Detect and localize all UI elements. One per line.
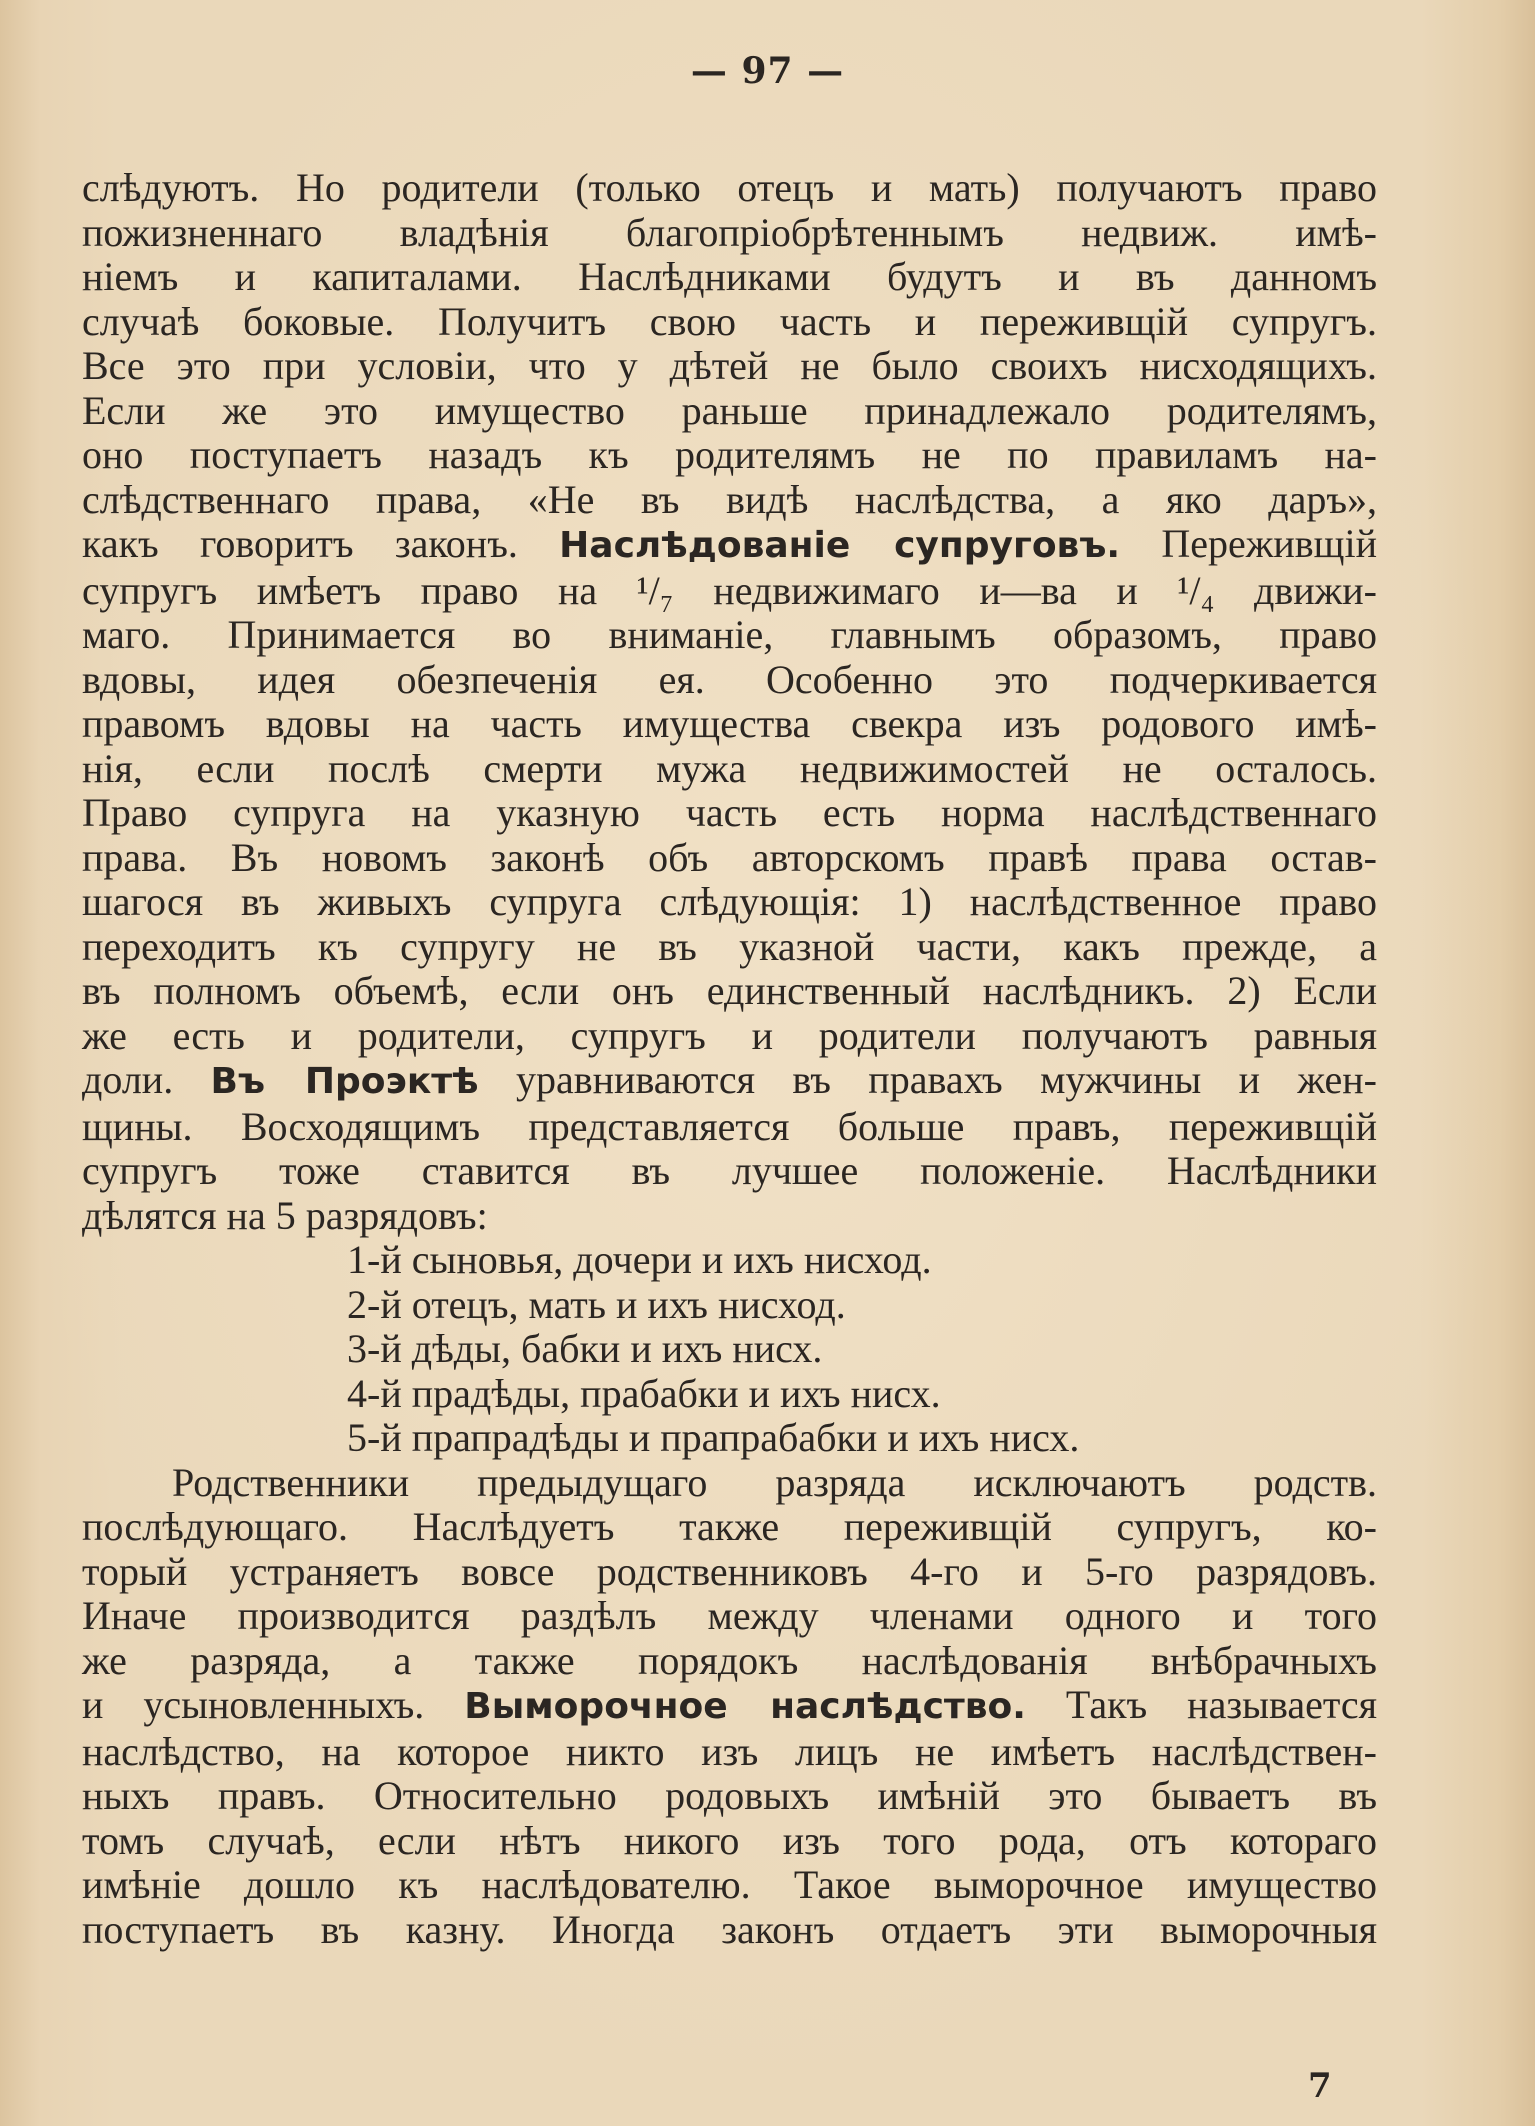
text-segment: 4-й прадѣды, прабабки и ихъ нисх. <box>347 1370 941 1416</box>
bold-heading: Выморочное наслѣдство. <box>464 1686 1026 1727</box>
text-line <box>82 1550 1377 1595</box>
text-segment: и усыновленныхъ. <box>82 1682 465 1727</box>
text-line <box>82 478 1377 523</box>
text-line <box>82 1908 1377 1953</box>
text-line <box>82 836 1377 881</box>
text-line <box>82 1505 1377 1550</box>
text-line <box>82 344 1377 389</box>
text-segment: же есть и родители, супругъ и родители получаютъ равныя <box>82 1012 1377 1058</box>
text-line <box>82 1639 1377 1684</box>
text-line <box>82 1149 1377 1194</box>
text-segment: 5-й прапрадѣды и прапрабабки и ихъ нисх. <box>347 1415 1080 1460</box>
text-segment: супругъ тоже ставится въ лучшее положеніе. Наслѣдники <box>82 1148 1377 1193</box>
text-line <box>82 211 1377 256</box>
text-line <box>82 1461 1377 1506</box>
text-line <box>82 300 1377 345</box>
list-item <box>82 1416 1377 1461</box>
text-segment: правомъ вдовы на часть имущества свекра изъ родового имѣ- <box>82 701 1377 746</box>
text-line <box>82 658 1377 703</box>
text-line <box>82 613 1377 658</box>
text-line <box>82 166 1377 211</box>
text-segment: права. Въ новомъ законѣ объ авторскомъ правѣ права остав- <box>82 834 1377 880</box>
text-segment: уравниваются въ правахъ мужчины и жен- <box>478 1057 1377 1102</box>
text-segment: нія, если послѣ смерти мужа недвижимостей не осталось. <box>82 745 1377 791</box>
text-line <box>82 925 1377 970</box>
text-segment: торый устраняетъ вовсе родственниковъ 4-го и 5-го разрядовъ. <box>82 1548 1377 1594</box>
text-segment: Такъ называется <box>1025 1682 1377 1727</box>
text-segment: 3-й дѣды, бабки и ихъ нисх. <box>347 1326 823 1371</box>
text-segment: оно поступаетъ назадъ къ родителямъ не по правиламъ на- <box>82 432 1377 477</box>
text-line <box>82 1194 1377 1239</box>
text-segment: же разряда, а также порядокъ наслѣдованія внѣбрачныхъ <box>82 1637 1377 1683</box>
text-line <box>82 433 1377 478</box>
signature-mark: 7 <box>1308 2066 1332 2106</box>
text-line <box>82 1819 1377 1864</box>
body-text <box>82 166 1377 1952</box>
text-segment: какъ говоритъ законъ. <box>82 521 560 566</box>
text-line <box>82 1058 1377 1105</box>
text-line <box>82 389 1377 434</box>
text-segment: щины. Восходящимъ представляется больше правъ, переживщій <box>82 1103 1377 1149</box>
list-item <box>82 1238 1377 1283</box>
text-segment: слѣдственнаго права, «Не въ видѣ наслѣдства, а яко даръ», <box>82 476 1377 522</box>
text-segment: случаѣ боковые. Получитъ свою часть и переживщій супругъ. <box>82 298 1377 344</box>
text-segment: слѣдуютъ. Но родители (только отецъ и мать) получаютъ право <box>82 165 1377 210</box>
text-line <box>82 1774 1377 1819</box>
text-line <box>82 1014 1377 1059</box>
text-line <box>82 1683 1377 1730</box>
text-segment: дѣлятся на 5 разрядовъ: <box>82 1192 488 1238</box>
text-segment: шагося въ живыхъ супруга слѣдующія: 1) наслѣдственное право <box>82 879 1377 924</box>
text-line <box>82 1730 1377 1775</box>
list-item <box>82 1372 1377 1417</box>
text-line <box>82 791 1377 836</box>
text-segment: 1-й сыновья, дочери и ихъ нисход. <box>347 1237 932 1282</box>
text-line <box>82 1594 1377 1639</box>
text-segment: супругъ имѣетъ право на ¹/₇ недвижимаго и—ва и ¹/₄ движи- <box>82 567 1377 613</box>
text-segment: 2-й отецъ, мать и ихъ нисход. <box>347 1281 846 1327</box>
text-line <box>82 522 1377 569</box>
text-segment: Право супруга на указную часть есть норма наслѣдственнаго <box>82 790 1377 835</box>
text-line <box>82 255 1377 300</box>
text-line <box>82 569 1377 614</box>
list-item <box>82 1283 1377 1328</box>
text-line <box>82 702 1377 747</box>
text-segment: ныхъ правъ. Относительно родовыхъ имѣній это бываетъ въ <box>82 1773 1377 1818</box>
bold-heading: Наслѣдованіе супруговъ. <box>559 525 1121 566</box>
text-line <box>82 880 1377 925</box>
text-segment: Если же это имущество раньше принадлежало родителямъ, <box>82 387 1377 433</box>
text-line <box>82 1863 1377 1908</box>
text-segment: Переживщій <box>1120 521 1377 566</box>
text-segment: поступаетъ въ казну. Иногда законъ отдаетъ эти выморочныя <box>82 1906 1377 1952</box>
text-line <box>82 1105 1377 1150</box>
list-item <box>82 1327 1377 1372</box>
text-segment: въ полномъ объемѣ, если онъ единственный наслѣдникъ. 2) Если <box>82 968 1377 1013</box>
text-segment: наслѣдство, на которое никто изъ лицъ не имѣетъ наслѣдствен- <box>82 1728 1377 1774</box>
text-segment: пожизненнаго владѣнія благопріобрѣтеннымъ недвиж. имѣ- <box>82 209 1377 255</box>
text-segment: переходитъ къ супругу не въ указной части, какъ прежде, а <box>82 923 1377 969</box>
text-segment: ніемъ и капиталами. Наслѣдниками будутъ и въ данномъ <box>82 254 1377 299</box>
page-number: — 97 — <box>690 50 845 92</box>
text-segment: имѣніе дошло къ наслѣдователю. Такое выморочное имущество <box>82 1862 1377 1907</box>
text-segment: Все это при условіи, что у дѣтей не было своихъ нисходящихъ. <box>82 343 1377 388</box>
text-segment: послѣдующаго. Наслѣдуетъ также переживщій супругъ, ко- <box>82 1504 1377 1549</box>
text-segment: Родственники предыдущаго разряда исключаютъ родств. <box>172 1459 1377 1505</box>
text-segment: маго. Принимается во вниманіе, главнымъ образомъ, право <box>82 612 1377 657</box>
text-segment: вдовы, идея обезпеченія ея. Особенно это подчеркивается <box>82 656 1377 702</box>
bold-heading: Въ Проэктѣ <box>210 1061 479 1102</box>
text-segment: Иначе производится раздѣлъ между членами одного и того <box>82 1593 1377 1638</box>
text-line <box>82 969 1377 1014</box>
text-segment: доли. <box>82 1057 211 1102</box>
text-line <box>82 747 1377 792</box>
text-segment: томъ случаѣ, если нѣтъ никого изъ того рода, отъ котораго <box>82 1817 1377 1863</box>
